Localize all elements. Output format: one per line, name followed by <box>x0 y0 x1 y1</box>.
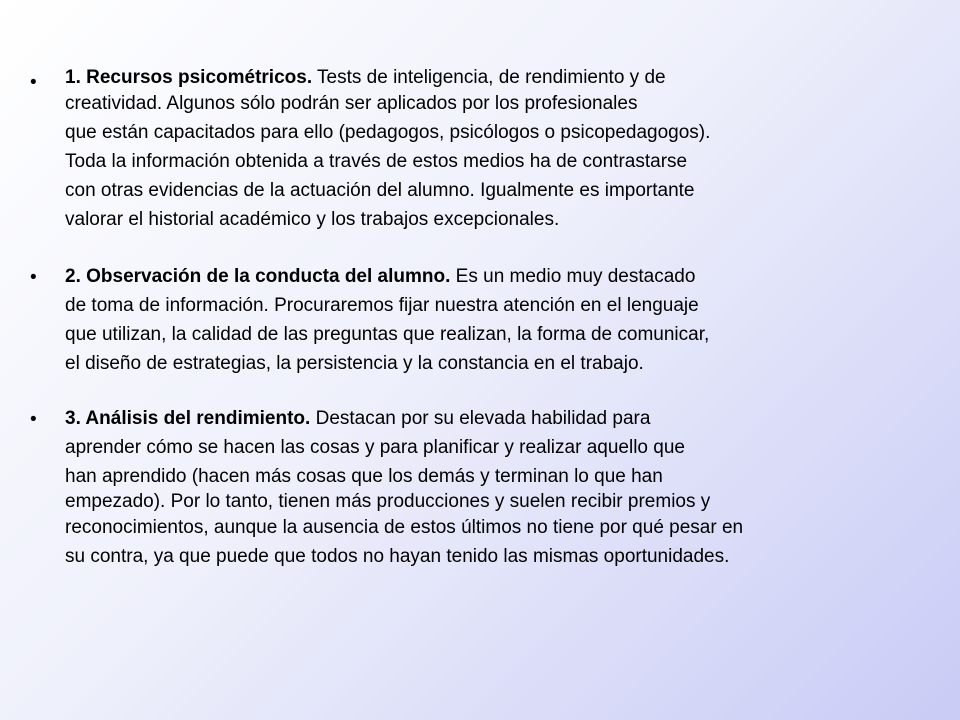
text-line: creatividad. Algunos sólo podrán ser aplicados por los profesionales <box>65 93 638 114</box>
text-line: reconocimientos, aunque la ausencia de estos últimos no tiene por qué pesar en <box>65 517 744 538</box>
text-line <box>65 67 930 89</box>
bullet-text <box>65 67 930 234</box>
bullet-text <box>65 262 930 378</box>
text-line: que están capacitados para ello (pedagogos, psicólogos o psicopedagogos). <box>65 122 711 143</box>
text-line: Toda la información obtenida a través de estos medios ha de contrastarse <box>65 151 688 172</box>
bullet-text <box>65 404 930 571</box>
bullet-icon: • <box>30 409 37 430</box>
text-line: con otras evidencias de la actuación del alumno. Igualmente es importante <box>65 180 695 201</box>
bullet-text-first: Destacan por su elevada habilidad para <box>310 408 651 429</box>
bullet-text-first: Es un medio muy destacado <box>450 266 696 287</box>
text-line: han aprendido (hacen más cosas que los demás y terminan lo que han <box>65 466 663 487</box>
text-line: de toma de información. Procuraremos fijar nuestra atención en el lenguaje <box>65 295 699 316</box>
bullet-item-analisis-rendimiento <box>30 404 930 571</box>
text-line <box>65 262 930 291</box>
text-line: empezado). Por lo tanto, tienen más producciones y suelen recibir premios y <box>65 491 711 512</box>
bullet-heading: 3. Análisis del rendimiento. <box>65 408 311 429</box>
bullet-icon: • <box>30 72 37 93</box>
bullet-heading: 1. Recursos psicométricos. <box>65 67 313 88</box>
bullet-text-first: Tests de inteligencia, de rendimiento y de <box>312 67 666 88</box>
text-line: el diseño de estrategias, la persistencia y la constancia en el trabajo. <box>65 353 644 374</box>
text-line: valorar el historial académico y los trabajos excepcionales. <box>65 209 560 230</box>
text-line: su contra, ya que puede que todos no hayan tenido las mismas oportunidades. <box>65 546 730 567</box>
text-line <box>65 404 930 433</box>
bullet-item-recursos-psicometricos <box>30 67 930 234</box>
bullet-heading: 2. Observación de la conducta del alumno. <box>65 266 451 287</box>
text-line: aprender cómo se hacen las cosas y para planificar y realizar aquello que <box>65 437 685 458</box>
bullet-icon: • <box>30 267 37 288</box>
text-line: que utilizan, la calidad de las preguntas que realizan, la forma de comunicar, <box>65 324 710 345</box>
bullet-item-observacion-conducta <box>30 262 930 378</box>
